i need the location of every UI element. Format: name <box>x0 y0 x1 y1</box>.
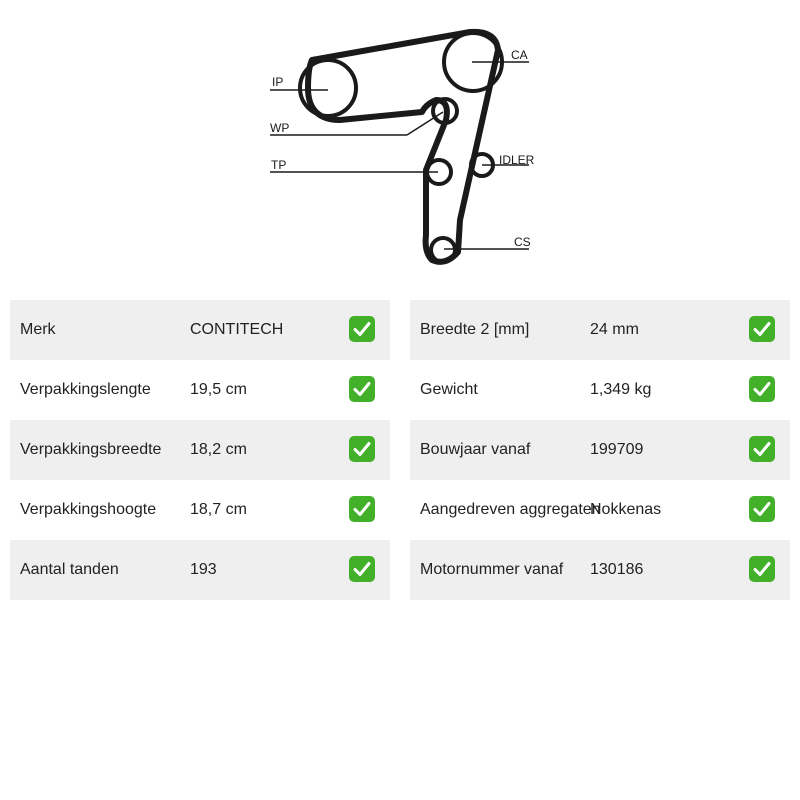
spec-label: Merk <box>20 321 56 338</box>
label-wp: WP <box>270 121 290 135</box>
check-icon <box>349 376 375 402</box>
spec-row <box>410 480 790 540</box>
check-icon <box>749 496 775 522</box>
spec-row <box>10 480 390 540</box>
label-idler: IDLER <box>499 153 535 167</box>
spec-row <box>410 420 790 480</box>
spec-label: Gewicht <box>420 381 478 398</box>
spec-value: Nokkenas <box>590 501 662 518</box>
spec-value: 199709 <box>590 441 644 458</box>
check-icon <box>349 496 375 522</box>
spec-table-left <box>10 300 390 600</box>
spec-label: Aangedreven aggregaten <box>420 501 601 518</box>
spec-label: Verpakkingshoogte <box>20 501 157 518</box>
spec-value: 18,2 cm <box>190 441 247 458</box>
check-icon <box>349 556 375 582</box>
label-cs: CS <box>514 235 531 249</box>
spec-row <box>10 420 390 480</box>
spec-value: CONTITECH <box>190 321 284 338</box>
label-tp: TP <box>271 158 287 172</box>
spec-label: Breedte 2 [mm] <box>420 321 530 338</box>
spec-value: 19,5 cm <box>190 381 247 398</box>
spec-row <box>10 360 390 420</box>
spec-row <box>10 540 390 600</box>
check-icon <box>349 436 375 462</box>
spec-label: Bouwjaar vanaf <box>420 441 531 458</box>
spec-label: Verpakkingsbreedte <box>20 441 162 458</box>
label-ca: CA <box>511 48 528 62</box>
spec-table-right <box>410 300 790 600</box>
spec-row <box>410 300 790 360</box>
check-icon <box>749 376 775 402</box>
check-icon <box>349 316 375 342</box>
timing-belt-diagram <box>260 20 540 275</box>
spec-row <box>410 540 790 600</box>
spec-row <box>410 360 790 420</box>
check-icon <box>749 316 775 342</box>
spec-label: Aantal tanden <box>20 561 119 578</box>
spec-value: 130186 <box>590 561 644 578</box>
timing-belt <box>308 32 498 262</box>
spec-value: 24 mm <box>590 321 639 338</box>
spec-label: Motornummer vanaf <box>420 561 564 578</box>
spec-value: 193 <box>190 561 217 578</box>
cs-pulley <box>431 238 455 262</box>
check-icon <box>749 556 775 582</box>
spec-label: Verpakkingslengte <box>20 381 151 398</box>
spec-row <box>10 300 390 360</box>
check-icon <box>749 436 775 462</box>
label-ip: IP <box>272 75 284 89</box>
spec-value: 1,349 kg <box>590 381 652 398</box>
spec-value: 18,7 cm <box>190 501 247 518</box>
